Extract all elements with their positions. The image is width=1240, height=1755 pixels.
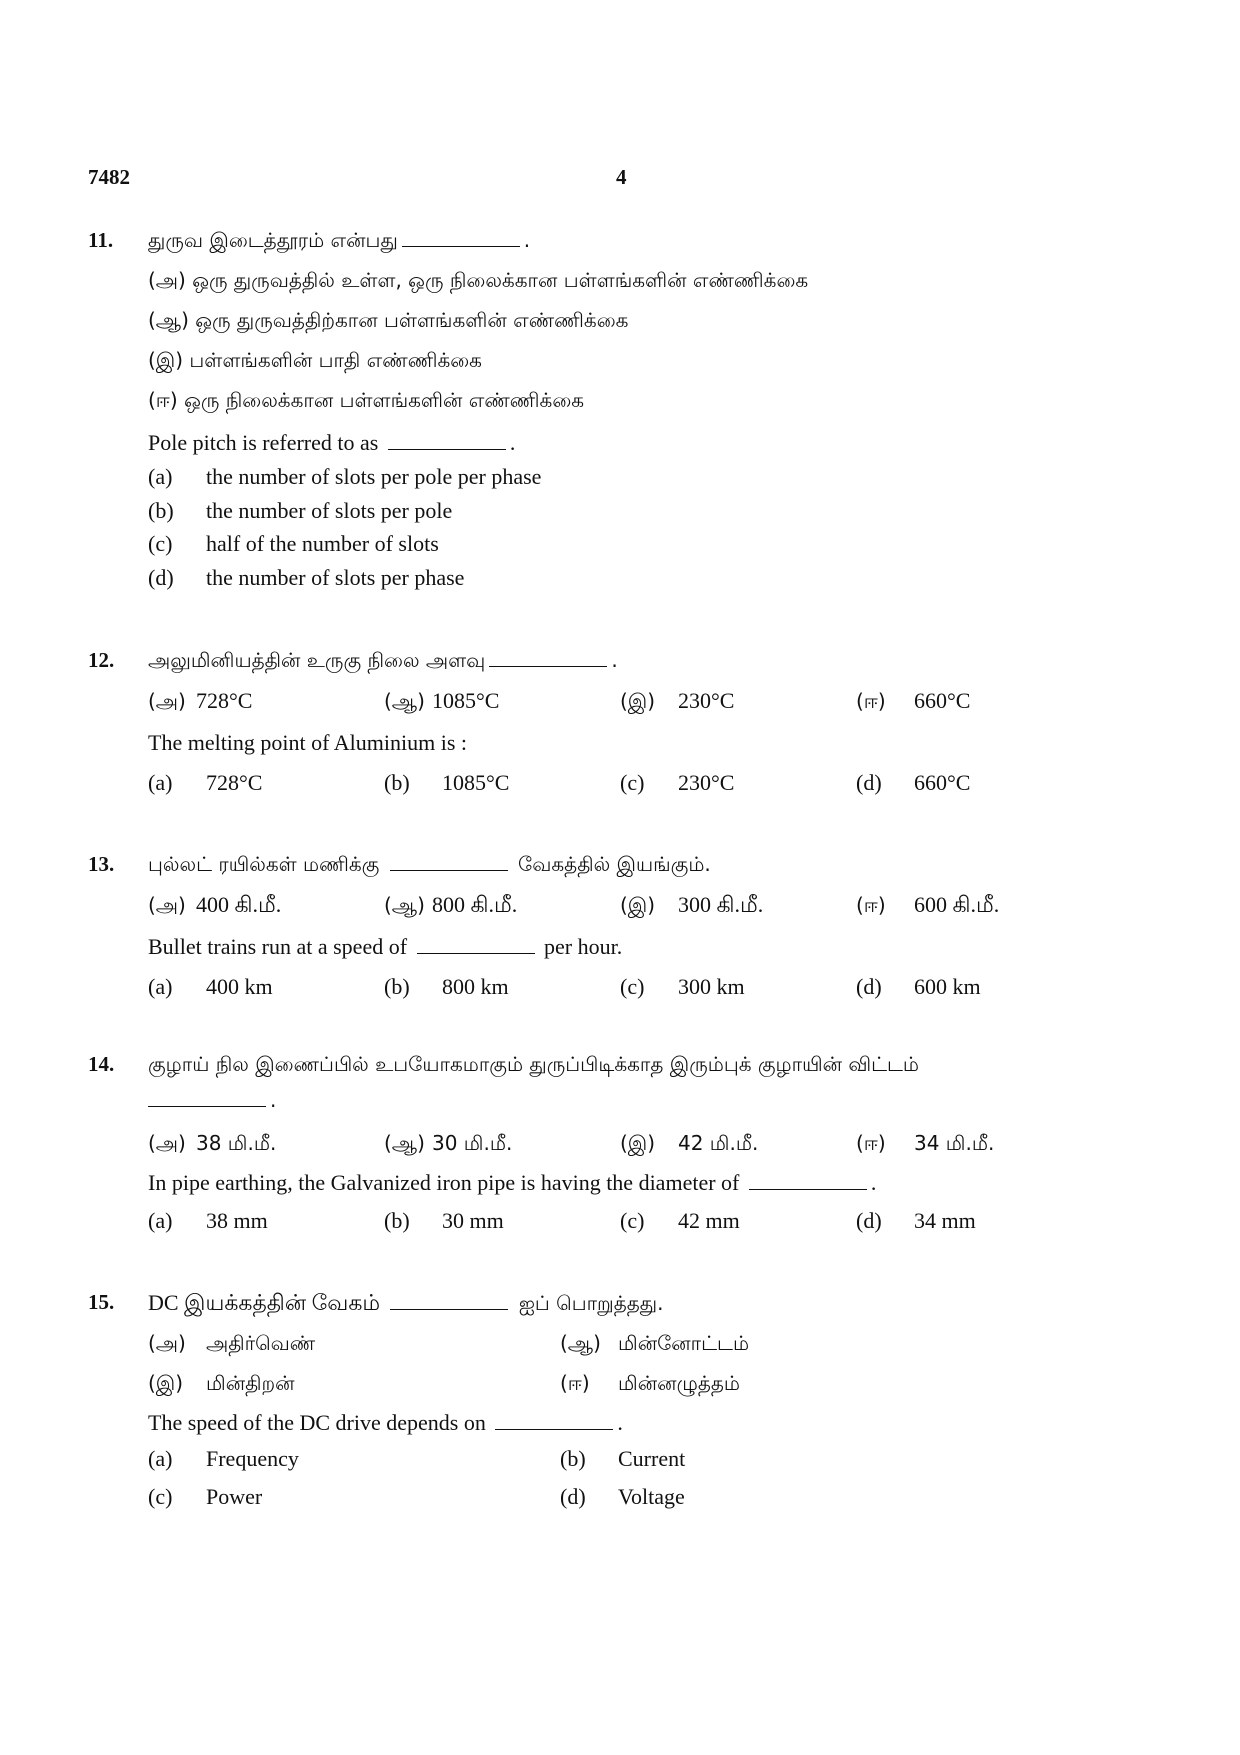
question-text-tamil: DC இயக்கத்தின் வேகம் ஐப் பொறுத்தது. xyxy=(148,1290,664,1315)
question-text-tamil: அலுமினியத்தின் உருகு நிலை அளவு . xyxy=(148,648,618,672)
question-number: 11. xyxy=(88,228,114,252)
paper-code: 7482 xyxy=(88,165,130,189)
option-tamil-d: (ஈ) 34 மி.மீ. xyxy=(856,1131,995,1155)
options-english-row-1 xyxy=(148,1446,1148,1476)
option-tamil-c: (இ) 42 மி.மீ. xyxy=(620,1131,759,1155)
options-tamil-row-2 xyxy=(148,1370,1148,1400)
option-tamil-a: (அ) 38 மி.மீ. xyxy=(148,1131,277,1155)
option-english-c: (c) 300 km xyxy=(620,974,745,999)
question-text-english: In pipe earthing, the Galvanized iron pipe is having the diameter of . xyxy=(148,1170,877,1195)
options-english xyxy=(148,974,1148,1004)
options-tamil xyxy=(148,688,1148,718)
question-text-tamil: புல்லட் ரயில்கள் மணிக்கு வேகத்தில் இயங்கும். xyxy=(148,852,711,876)
option-tamil-c: (இ) பள்ளங்களின் பாதி எண்ணிக்கை xyxy=(148,348,482,372)
option-english-a: (a) the number of slots per pole per phase xyxy=(148,464,542,489)
option-english-b: (b) 30 mm xyxy=(384,1208,504,1233)
option-english-d: (d) 660°C xyxy=(856,770,971,795)
options-english-row-2 xyxy=(148,1484,1148,1514)
option-english-c: (c) half of the number of slots xyxy=(148,531,439,556)
question-12 xyxy=(88,648,1168,798)
option-english-d: (d) 34 mm xyxy=(856,1208,976,1233)
page-header xyxy=(88,165,1152,195)
question-number: 14. xyxy=(88,1052,115,1076)
option-tamil-d: (ஈ) 600 கி.மீ. xyxy=(856,892,1000,917)
question-15 xyxy=(88,1290,1168,1530)
option-tamil-d: (ஈ) மின்னழுத்தம் xyxy=(560,1371,740,1395)
question-13 xyxy=(88,852,1168,1002)
question-11 xyxy=(88,228,1168,598)
option-tamil-b: (ஆ) 30 மி.மீ. xyxy=(384,1131,513,1155)
question-14 xyxy=(88,1052,1168,1242)
question-text-english: The speed of the DC drive depends on . xyxy=(148,1410,623,1435)
question-blank: . xyxy=(148,1088,276,1112)
option-tamil-d: (ஈ) ஒரு நிலைக்கான பள்ளங்களின் எண்ணிக்கை xyxy=(148,388,585,412)
question-text-english: The melting point of Aluminium is : xyxy=(148,730,467,755)
question-text-tamil: துருவ இடைத்தூரம் என்பது . xyxy=(148,228,531,252)
option-english-b: (b) Current xyxy=(560,1446,686,1471)
option-english-c: (c) Power xyxy=(148,1484,263,1509)
option-tamil-b: (ஆ) 1085°C xyxy=(384,688,500,713)
option-english-a: (a) 728°C xyxy=(148,770,263,795)
option-english-d: (d) the number of slots per phase xyxy=(148,565,465,590)
option-english-c: (c) 230°C xyxy=(620,770,735,795)
option-tamil-a: (அ) ஒரு துருவத்தில் உள்ள, ஒரு நிலைக்கான பள்ளங்களின் எண்ணிக்கை xyxy=(148,268,809,292)
option-english-b: (b) the number of slots per pole xyxy=(148,498,453,523)
question-number: 12. xyxy=(88,648,115,672)
option-tamil-c: (இ) 230°C xyxy=(620,688,735,713)
option-tamil-a: (அ) அதிர்வெண் xyxy=(148,1331,316,1355)
question-text-tamil: குழாய் நில இணைப்பில் உபயோகமாகும் துருப்பிடிக்காத இரும்புக் குழாயின் விட்டம் xyxy=(148,1052,920,1076)
question-number: 13. xyxy=(88,852,115,876)
option-english-a: (a) 400 km xyxy=(148,974,273,999)
option-english-d: (d) Voltage xyxy=(560,1484,685,1509)
option-tamil-a: (அ) 728°C xyxy=(148,688,253,713)
option-tamil-d: (ஈ) 660°C xyxy=(856,688,971,713)
option-english-a: (a) Frequency xyxy=(148,1446,299,1471)
option-tamil-b: (ஆ) 800 கி.மீ. xyxy=(384,892,518,917)
options-tamil xyxy=(148,1130,1148,1160)
options-english xyxy=(148,1208,1148,1238)
option-tamil-a: (அ) 400 கி.மீ. xyxy=(148,892,282,917)
question-text-english: Bullet trains run at a speed of per hour. xyxy=(148,934,623,959)
option-tamil-b: (ஆ) ஒரு துருவத்திற்கான பள்ளங்களின் எண்ணிக்கை xyxy=(148,308,629,332)
page-number: 4 xyxy=(616,165,627,189)
question-text-english: Pole pitch is referred to as . xyxy=(148,430,516,455)
option-tamil-c: (இ) 300 கி.மீ. xyxy=(620,892,764,917)
option-tamil-b: (ஆ) மின்னோட்டம் xyxy=(560,1331,750,1355)
option-english-a: (a) 38 mm xyxy=(148,1208,268,1233)
options-tamil xyxy=(148,892,1148,922)
options-tamil-row-1 xyxy=(148,1330,1148,1360)
option-english-b: (b) 1085°C xyxy=(384,770,510,795)
question-number: 15. xyxy=(88,1290,115,1314)
options-english xyxy=(148,770,1148,800)
option-english-c: (c) 42 mm xyxy=(620,1208,740,1233)
option-tamil-c: (இ) மின்திறன் xyxy=(148,1371,295,1395)
option-english-d: (d) 600 km xyxy=(856,974,981,999)
option-english-b: (b) 800 km xyxy=(384,974,509,999)
